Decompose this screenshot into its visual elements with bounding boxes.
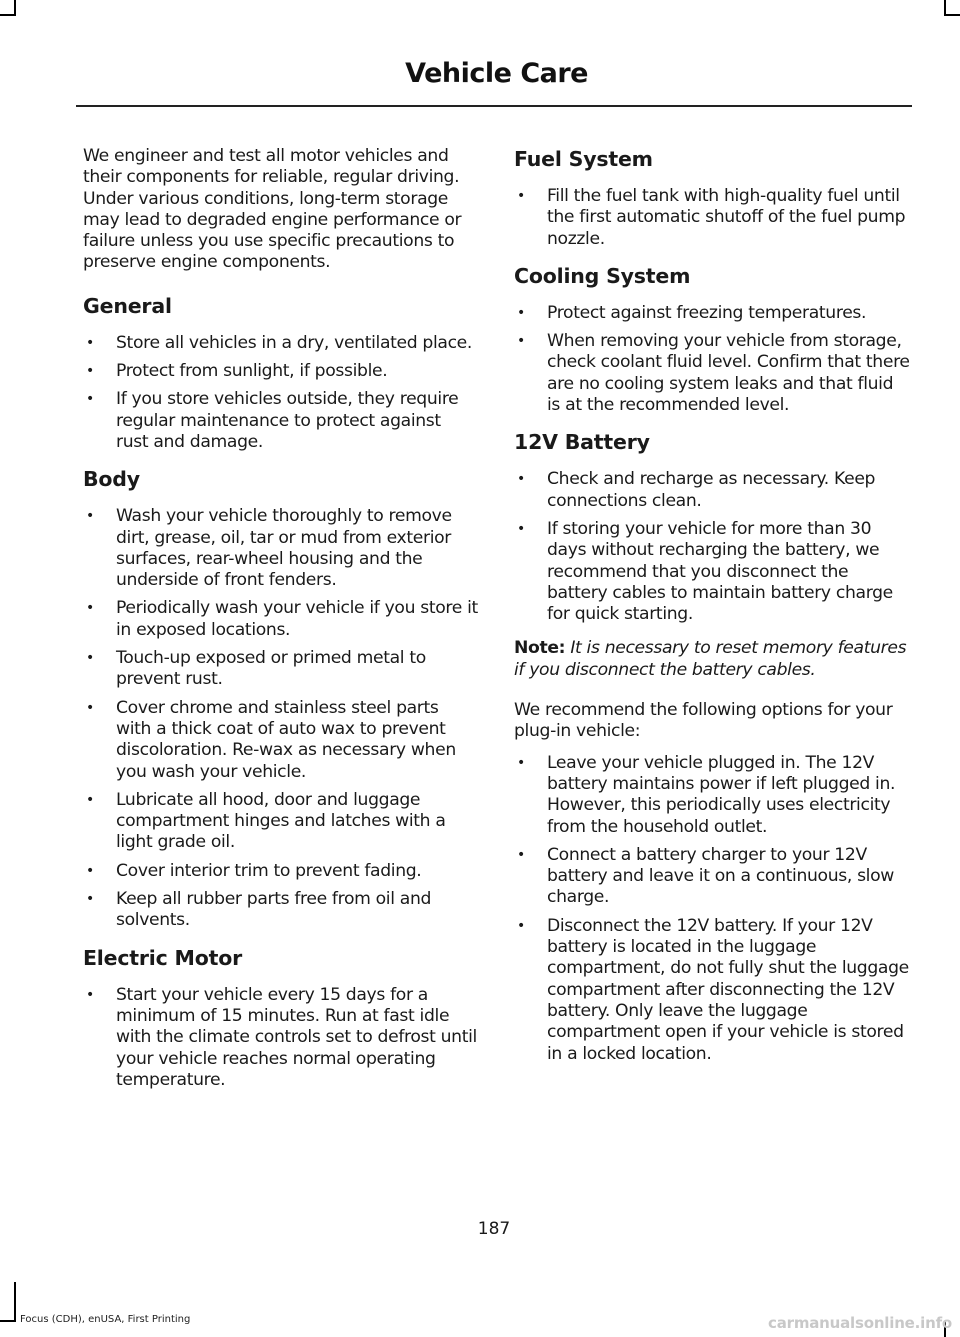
- left-column: [83, 146, 478, 1104]
- plug-in-options-list: [514, 753, 910, 1065]
- page-number: 187: [477, 1219, 511, 1239]
- battery-list: [514, 469, 910, 625]
- fuel-system-list: [514, 186, 910, 250]
- list-item: • Store all vehicles in a dry, ventilated place.: [83, 333, 478, 354]
- section-heading-cooling-system: Cooling System: [514, 263, 691, 288]
- crop-mark-top-left-horizontal: [0, 14, 16, 16]
- page-title: Vehicle Care: [405, 58, 588, 89]
- edition-footer: Focus (CDH), enUSA, First Printing: [20, 1314, 191, 1325]
- header-rule: [76, 105, 912, 107]
- body-list: [83, 506, 478, 931]
- list-item: • Disconnect the 12V battery. If your 12V battery is located in the luggage compartment, do not fully shut the luggage compartment after disconnecting the 12V battery. Only leave the luggage compartment open if your vehicle is stored in a locked location.: [514, 916, 910, 1065]
- list-item: • Fill the fuel tank with high-quality fuel until the first automatic shutoff of the fuel pump nozzle.: [514, 186, 910, 250]
- recommend-paragraph: We recommend the following options for your plug-in vehicle:: [514, 700, 893, 742]
- crop-mark-bottom-left-horizontal: [0, 1320, 16, 1322]
- section-heading-body: Body: [83, 467, 140, 492]
- list-item: • Check and recharge as necessary. Keep connections clean.: [514, 469, 910, 512]
- general-list: [83, 333, 478, 453]
- section-heading-general: General: [83, 293, 172, 318]
- section-heading-fuel-system: Fuel System: [514, 147, 653, 171]
- list-item: • If storing your vehicle for more than 30 days without recharging the battery, we recommend that you disconnect the battery cables to maintain battery charge for quick starting.: [514, 519, 910, 625]
- right-column: [514, 146, 910, 1078]
- watermark: carmanualsonline.info: [768, 1314, 952, 1332]
- list-item: • Keep all rubber parts free from oil and solvents.: [83, 889, 478, 932]
- list-item: • Protect against freezing temperatures.: [514, 303, 910, 324]
- list-item: • Start your vehicle every 15 days for a minimum of 15 minutes. Run at fast idle with the climate controls set to defrost until your vehicle reaches normal operating temperature.: [83, 985, 478, 1091]
- crop-mark-top-right-horizontal: [944, 14, 960, 16]
- list-item: • Periodically wash your vehicle if you store it in exposed locations.: [83, 598, 478, 641]
- list-item: • When removing your vehicle from storage, check coolant fluid level. Confirm that there are no cooling system leaks and that fluid is at the recommended level.: [514, 331, 910, 416]
- list-item: • Cover interior trim to prevent fading.: [83, 861, 478, 882]
- intro-paragraph: We engineer and test all motor vehicles and their components for reliable, regular driving. Under various conditions, long-term storage may lead to degraded engine performance or failure unless you use specific precautions to preserve engine components.: [83, 146, 462, 273]
- note-text: It is necessary to reset memory features if you disconnect the battery cables.: [514, 638, 907, 680]
- section-heading-12v-battery: 12V Battery: [514, 430, 650, 455]
- crop-mark-bottom-left-vertical: [14, 1282, 16, 1322]
- cooling-system-list: [514, 303, 910, 416]
- list-item: • Lubricate all hood, door and luggage compartment hinges and latches with a light grade oil.: [83, 790, 478, 854]
- list-item: • Touch-up exposed or primed metal to prevent rust.: [83, 648, 478, 691]
- electric-motor-list: [83, 985, 478, 1091]
- battery-note: [514, 638, 910, 681]
- list-item: • If you store vehicles outside, they require regular maintenance to protect against rust and damage.: [83, 389, 478, 453]
- note-label: Note:: [514, 638, 566, 659]
- list-item: • Leave your vehicle plugged in. The 12V battery maintains power if left plugged in. However, this periodically uses electricity from the household outlet.: [514, 753, 910, 838]
- list-item: • Wash your vehicle thoroughly to remove dirt, grease, oil, tar or mud from exterior surfaces, rear-wheel housing and the underside of front fenders.: [83, 506, 478, 591]
- list-item: • Protect from sunlight, if possible.: [83, 361, 478, 382]
- list-item: • Connect a battery charger to your 12V battery and leave it on a continuous, slow charge.: [514, 845, 910, 909]
- section-heading-electric-motor: Electric Motor: [83, 945, 242, 970]
- list-item: • Cover chrome and stainless steel parts with a thick coat of auto wax to prevent discoloration. Re-wax as necessary when you wash your vehicle.: [83, 698, 478, 783]
